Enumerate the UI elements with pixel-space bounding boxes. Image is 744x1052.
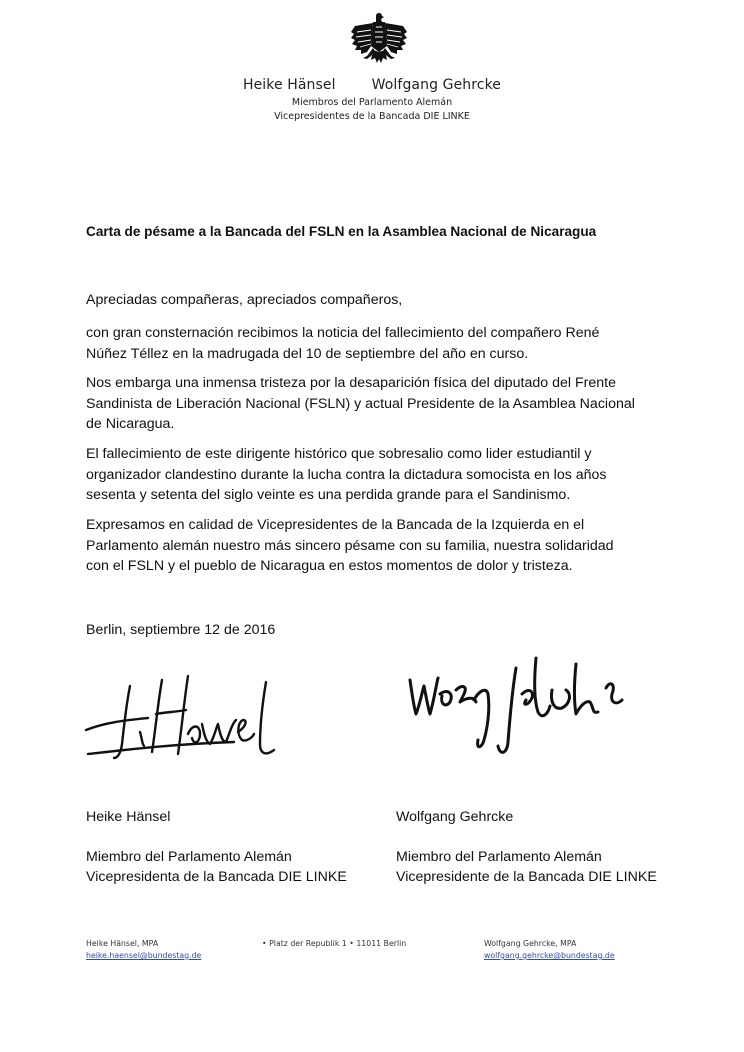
paragraph-1: con gran consternación recibimos la noticia del fallecimiento del compañero René Núñez Téllez en la madrugada del 10 de septiembre del año en curso.: [86, 325, 600, 362]
footer-center: [262, 938, 406, 950]
footer-right-name: Wolfgang Gehrcke, MPA: [484, 939, 577, 948]
signatory-right: [396, 807, 657, 887]
footer-right-email-link[interactable]: wolfgang.gehrcke@bundestag.de: [484, 951, 615, 960]
footer-address: • Platz der Republik 1 • 11011 Berlin: [262, 939, 407, 948]
footer-right: [484, 938, 615, 962]
signatory-left-role2: Vicepresidenta de la Bancada DIE LINKE: [86, 869, 347, 885]
bundestag-eagle-icon: [349, 10, 409, 70]
signature-gehrcke: [404, 650, 654, 762]
greeting: Apreciadas compañeras, apreciados compañeros,: [86, 292, 403, 308]
header-line1: Miembros del Parlamento Alemán: [291, 97, 453, 108]
footer-left: [86, 938, 201, 962]
signatory-right-name: Wolfgang Gehrcke: [396, 809, 514, 825]
place-date: Berlin, septiembre 12 de 2016: [86, 622, 276, 638]
paragraph-4: Expresamos en calidad de Vicepresidentes de la Bancada de la Izquierda en el Parlamento alemán nuestro más sincero pésame con su familia, nuestra solidaridad con el FSLN y el pueblo de Nicaragua en estos momentos de dolor y tristeza.: [86, 517, 614, 574]
footer-left-name: Heike Hänsel, MPA: [86, 939, 159, 948]
header-line2: Vicepresidentes de la Bancada DIE LINKE: [274, 111, 470, 122]
footer-left-email-link[interactable]: heike.haensel@bundestag.de: [86, 951, 202, 960]
header-name-right: Wolfgang Gehrcke: [371, 77, 502, 93]
letter-title: Carta de pésame a la Bancada del FSLN en la Asamblea Nacional de Nicaragua: [86, 224, 597, 239]
paragraph-2: Nos embarga una inmensa tristeza por la desaparición física del diputado del Frente Sandinista de Liberación Nacional (FSLN) y actual Presidente de la Asamblea Nacional de Nicaragua.: [86, 375, 635, 432]
signatory-left-role1: Miembro del Parlamento Alemán: [86, 849, 292, 865]
header-names: [0, 77, 744, 93]
paragraph-3: El fallecimiento de este dirigente histórico que sobresalio como lider estudiantil y organizador clandestino durante la lucha contra la dictadura somocista en los años sesenta y setenta del siglo veinte es una perdida grande para el Sandinismo.: [86, 446, 607, 503]
signatory-left: [86, 807, 347, 887]
signatory-left-name: Heike Hänsel: [86, 809, 171, 825]
signature-haensel: [84, 672, 284, 764]
header-name-left: Heike Hänsel: [242, 77, 336, 93]
signatory-right-role1: Miembro del Parlamento Alemán: [396, 849, 602, 865]
signatory-right-role2: Vicepresidente de la Bancada DIE LINKE: [396, 869, 657, 885]
